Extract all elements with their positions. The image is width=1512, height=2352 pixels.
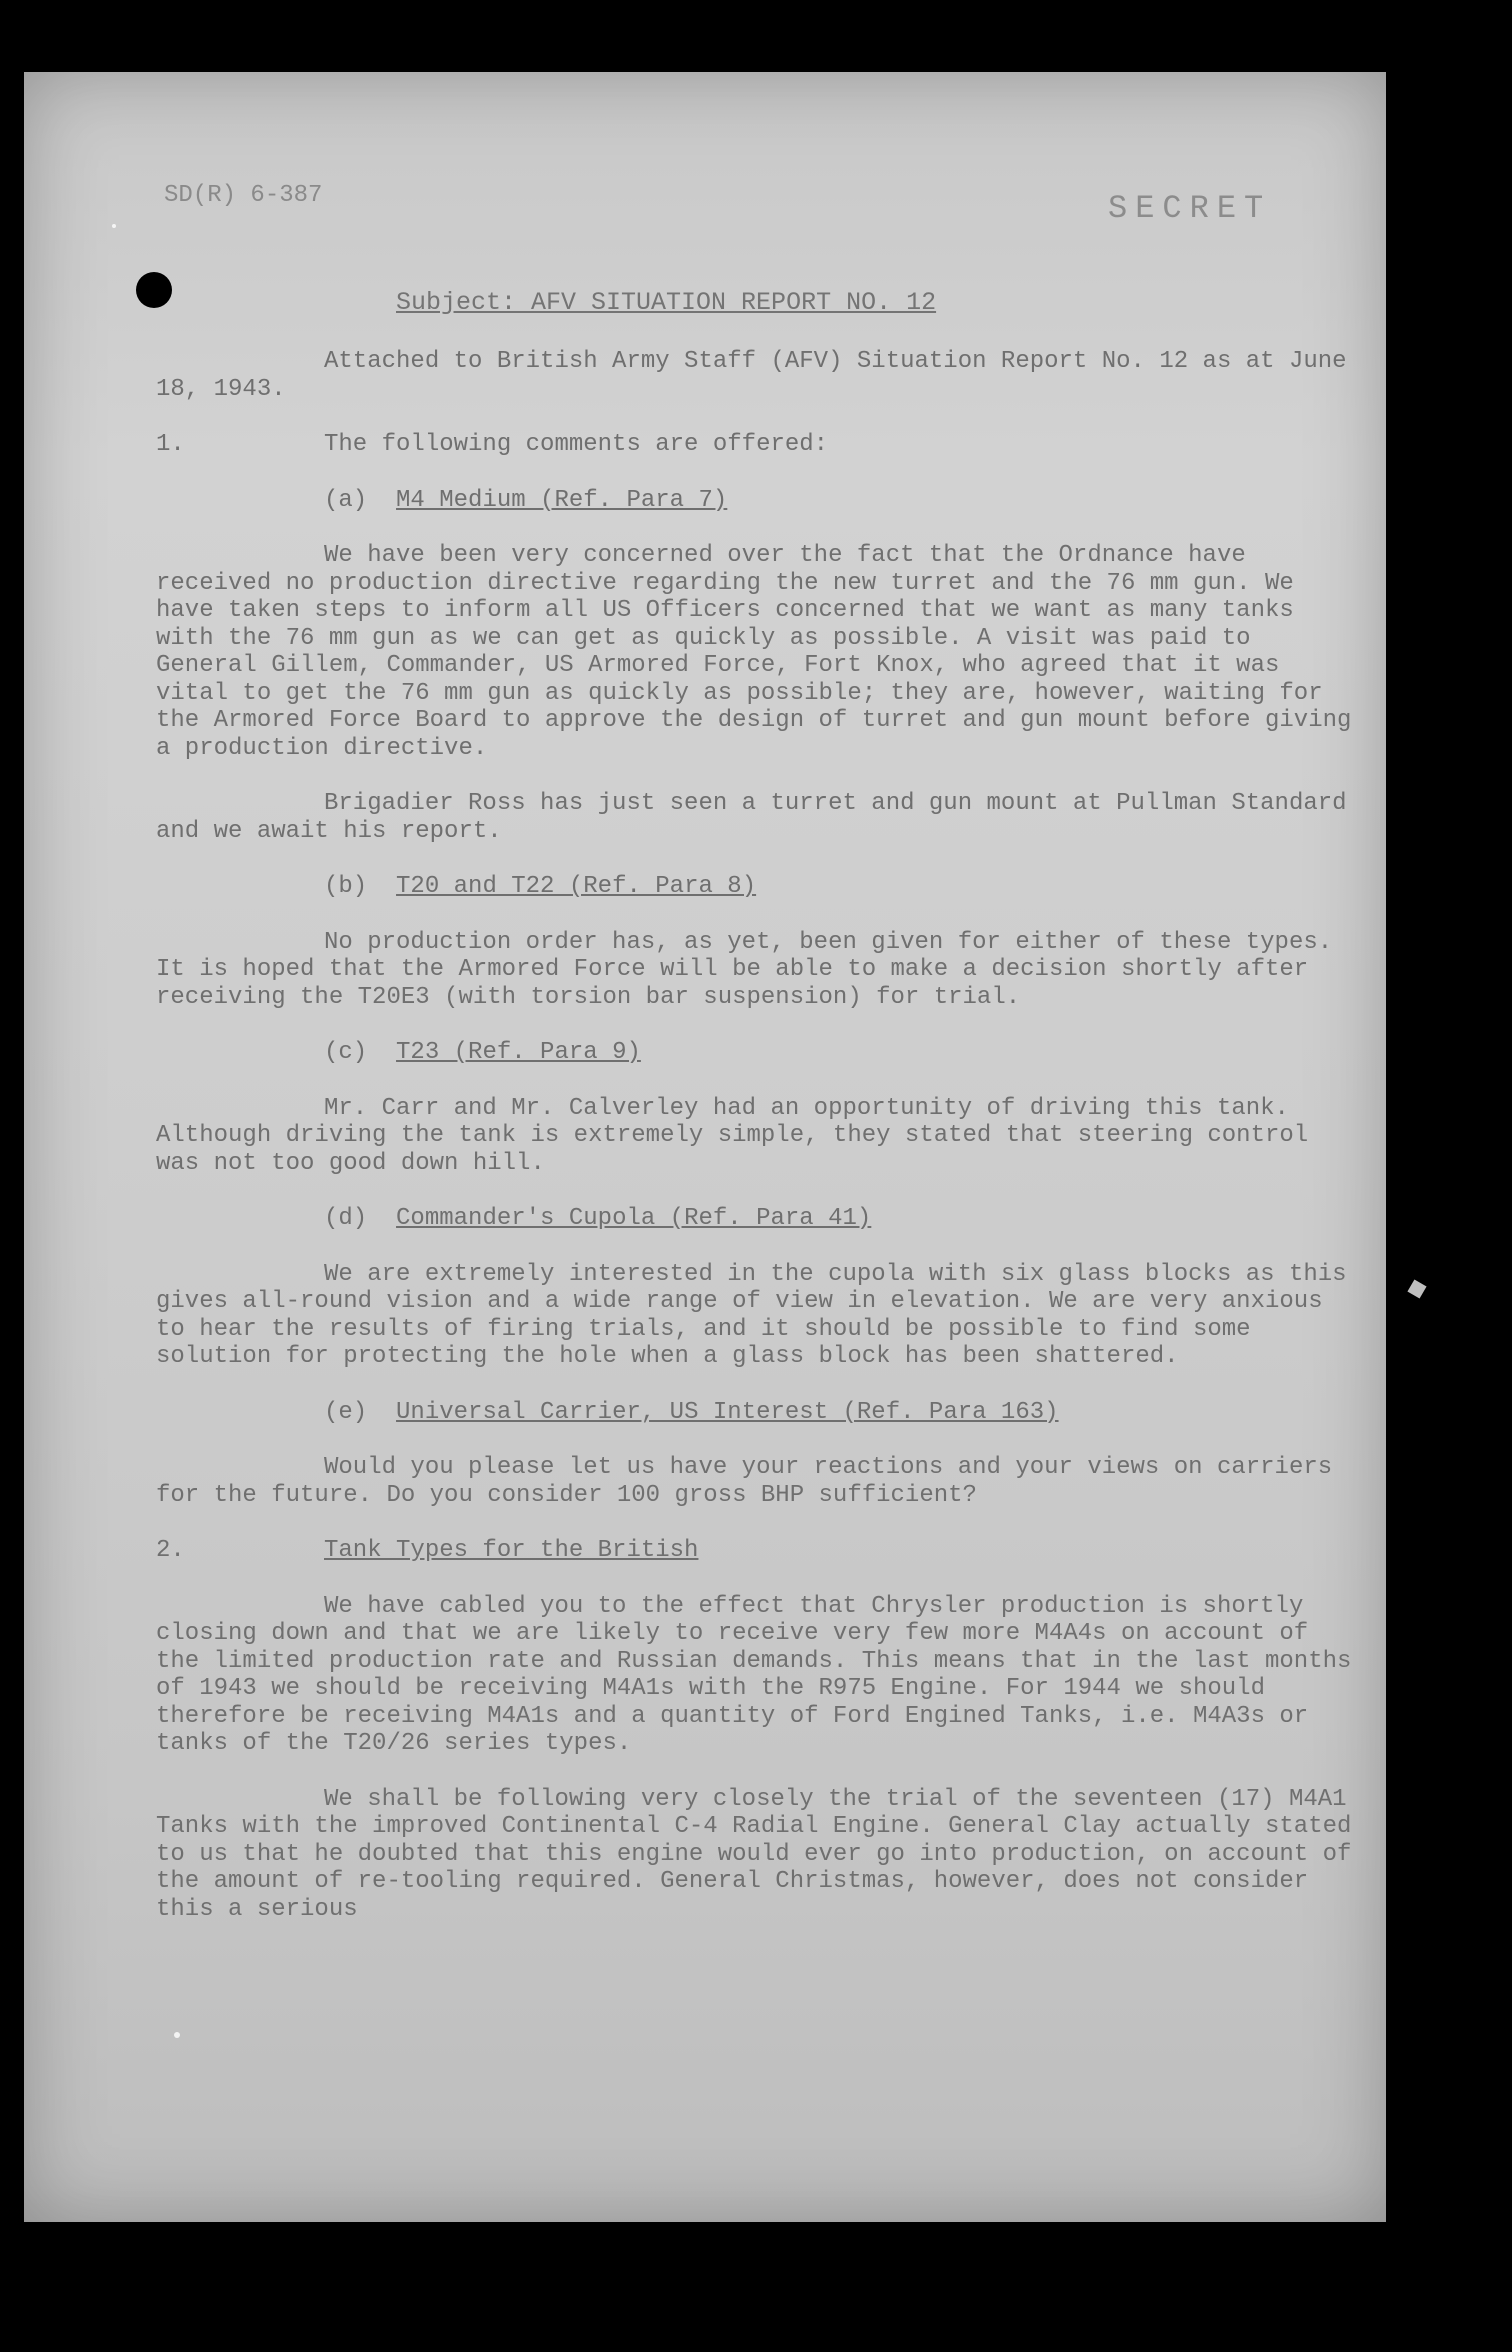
section-number: 2. <box>156 1537 185 1564</box>
item-title: M4 Medium (Ref. Para 7) <box>396 486 728 514</box>
item-label: (e) <box>324 1398 368 1426</box>
item-label: (a) <box>324 486 368 514</box>
section-1-lead <box>156 431 1352 459</box>
item-a-paragraph-1: We have been very concerned over the fact that the Ordnance have received no production directive regarding the new turret and the 76 mm gun. We have taken steps to inform all US Officers concerned that we want as many tanks with the 76 mm gun as we can get as quickly as possible. A visit was paid to General Gillem, Commander, US Armored Force, Fort Knox, who agreed that it was vital to get the 76 mm gun as quickly as possible; they are, however, waiting for the Armored Force Board to approve the design of turret and gun mount before giving a production directive. <box>156 542 1352 762</box>
item-e-paragraph-1: Would you please let us have your reactions and your views on carriers for the future. Do you consider 100 gross BHP sufficient? <box>156 1454 1333 1509</box>
item-c-heading <box>324 1039 1352 1067</box>
dust-speck <box>174 2032 180 2038</box>
section-lead-text: The following comments are offered: <box>324 431 829 458</box>
file-reference: SD(R) 6-387 <box>164 182 323 209</box>
item-d-paragraph-1: We are extremely interested in the cupola with six glass blocks as this gives all-round vision and a wide range of view in elevation. We are very anxious to hear the results of firing trials, and it should be possible to find some solution for protecting the hole when a glass block has been shattered. <box>156 1260 1347 1370</box>
item-label: (b) <box>324 873 368 900</box>
item-label: (d) <box>324 1205 368 1232</box>
item-b-heading <box>324 873 1352 901</box>
punch-hole <box>136 272 172 308</box>
dust-speck <box>112 224 116 228</box>
section-title: Tank Types for the British <box>324 1537 699 1564</box>
section-2-paragraph-1: We have cabled you to the effect that Chrysler production is shortly closing down and that we are likely to receive very few more M4A4s on account of the limited production rate and Russian demands. This means that in the last months of 1943 we should be receiving M4A1s with the R975 Engine. For 1944 we should therefore be receiving M4A1s and a quantity of Ford Engined Tanks, i.e. M4A3s or tanks of the T20/26 series types. <box>156 1592 1352 1757</box>
item-e-heading <box>324 1399 1352 1427</box>
item-d-heading <box>324 1205 1352 1233</box>
item-c-paragraph-1: Mr. Carr and Mr. Calverley had an opportunity of driving this tank. Although driving the tank is extremely simple, they stated that steering control was not too good down hill. <box>156 1094 1309 1177</box>
item-title: T23 (Ref. Para 9) <box>396 1039 641 1066</box>
item-a-paragraph-2: Brigadier Ross has just seen a turret and gun mount at Pullman Standard and we await his report. <box>156 790 1347 845</box>
section-2-paragraph-2: We shall be following very closely the trial of the seventeen (17) M4A1 Tanks with the improved Continental C-4 Radial Engine. General Clay actually stated to us that he doubted that this engine would ever go into production, on account of the amount of re-tooling required. General Christmas, however, does not consider this a serious <box>156 1785 1352 1923</box>
item-a-heading <box>324 487 1352 515</box>
item-label: (c) <box>324 1039 368 1066</box>
intro-paragraph: Attached to British Army Staff (AFV) Situation Report No. 12 as at June 18, 1943. <box>156 348 1347 403</box>
classification-stamp: SECRET <box>1108 190 1272 227</box>
item-b-paragraph-1: No production order has, as yet, been given for either of these types. It is hoped that the Armored Force will be able to make a decision shortly after receiving the T20E3 (with torsion bar suspension) for trial. <box>156 928 1333 1011</box>
document-body <box>156 348 1352 1951</box>
item-title: Universal Carrier, US Interest (Ref. Para 163) <box>396 1398 1059 1426</box>
item-title: T20 and T22 (Ref. Para 8) <box>396 873 757 900</box>
section-number: 1. <box>156 431 185 458</box>
document-page <box>24 72 1386 2222</box>
section-2-heading <box>156 1537 1352 1565</box>
subject-line: Subject: AFV SITUATION REPORT NO. 12 <box>396 288 937 317</box>
paper-fragment <box>1407 1279 1426 1298</box>
item-title: Commander's Cupola (Ref. Para 41) <box>396 1205 872 1232</box>
